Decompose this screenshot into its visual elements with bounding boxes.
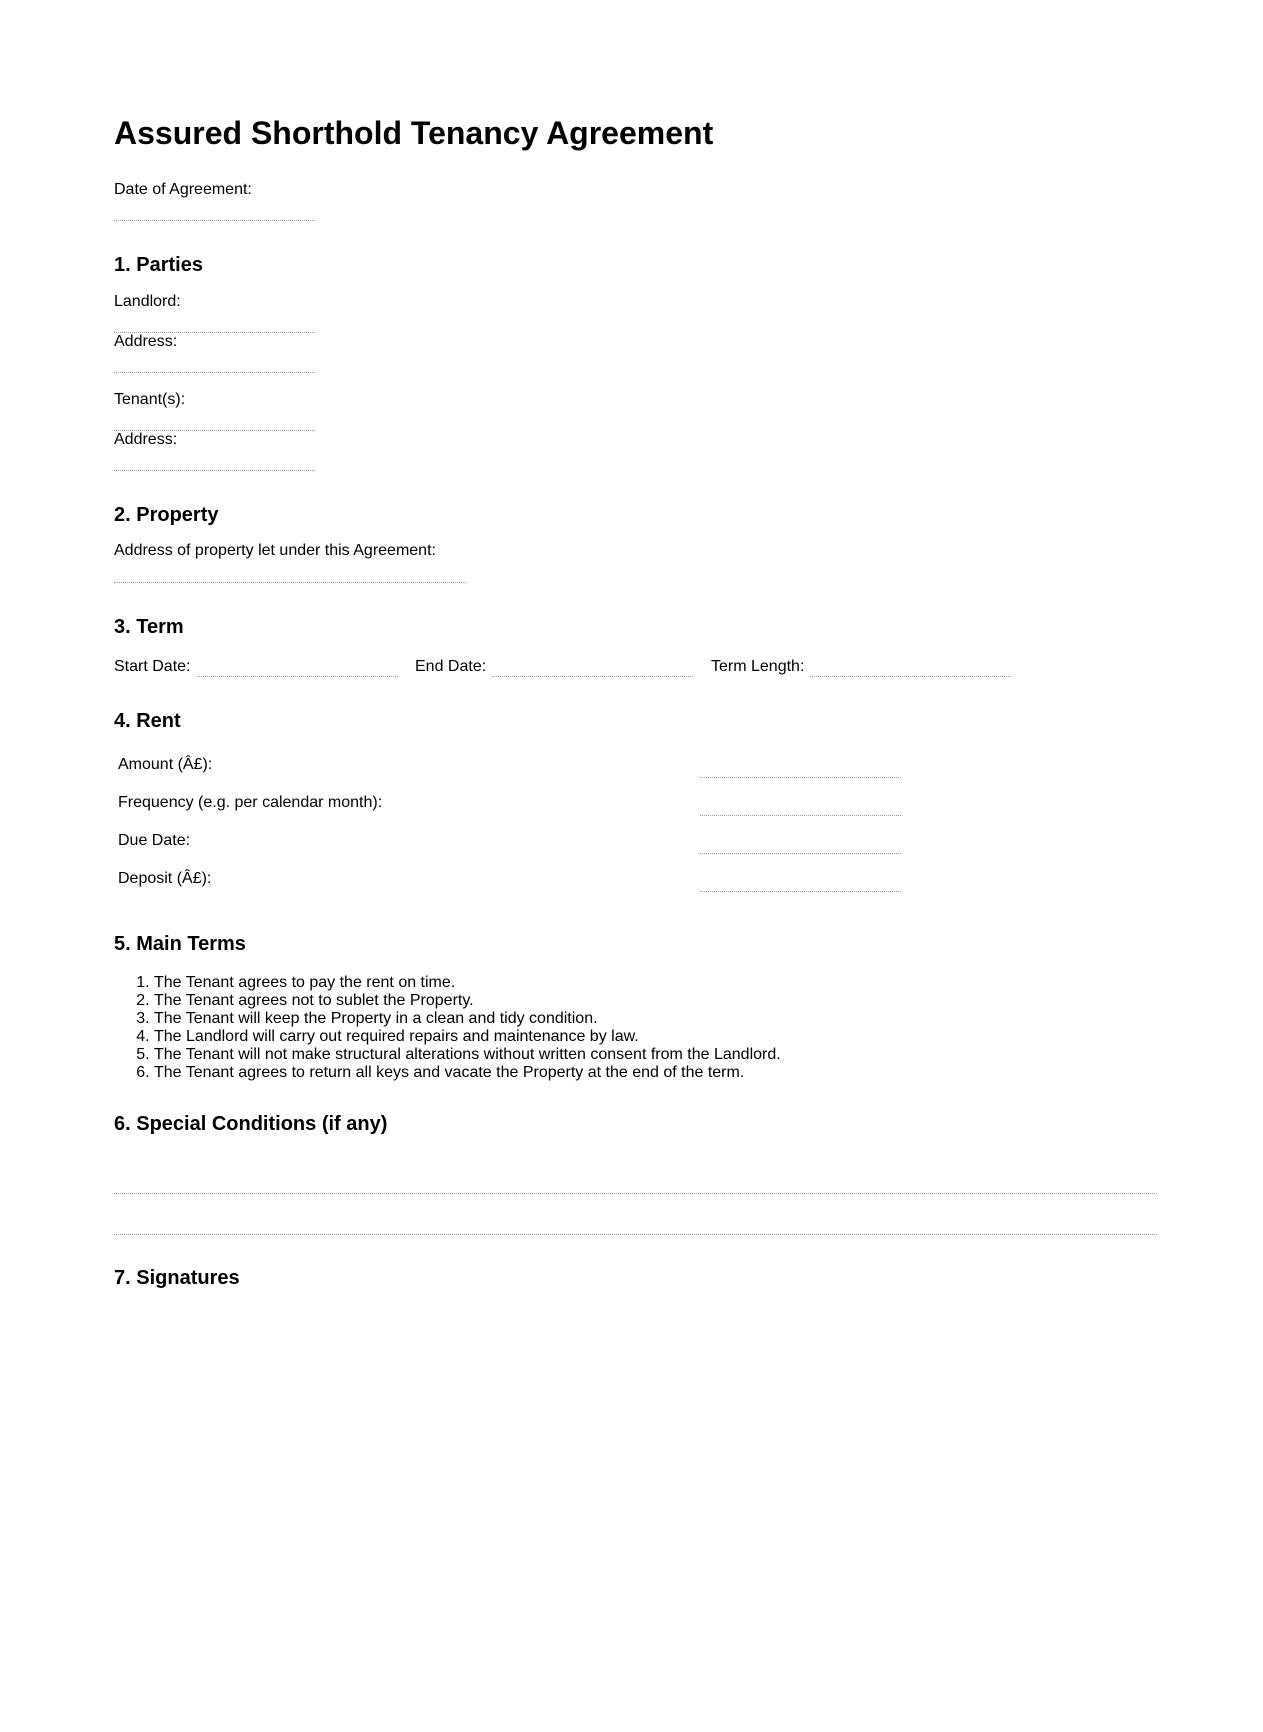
main-term-item: 5. The Tenant will not make structural alterations without written consent from the Landlord. xyxy=(154,1046,1054,1064)
rent-frequency-field[interactable] xyxy=(700,815,901,816)
start-date-label: Start Date: xyxy=(114,658,191,675)
rent-amount-label: Amount (Â£): xyxy=(118,756,213,773)
rent-amount-field[interactable] xyxy=(700,777,901,778)
main-terms-heading: 5. Main Terms xyxy=(114,933,246,955)
property-heading: 2. Property xyxy=(114,504,219,526)
parties-heading: 1. Parties xyxy=(114,254,203,276)
main-term-item: 1. The Tenant agrees to pay the rent on time. xyxy=(154,974,1054,992)
tenant-label: Tenant(s): xyxy=(114,391,186,408)
special-conditions-line-2[interactable] xyxy=(114,1234,1157,1235)
tenant-address-label: Address: xyxy=(114,431,178,448)
landlord-label: Landlord: xyxy=(114,293,181,310)
rent-frequency-label: Frequency (e.g. per calendar month): xyxy=(118,794,383,811)
term-length-label: Term Length: xyxy=(711,658,805,675)
rent-due-date-label: Due Date: xyxy=(118,832,191,849)
term-heading: 3. Term xyxy=(114,616,184,638)
end-date-label: End Date: xyxy=(415,658,487,675)
deposit-field[interactable] xyxy=(700,891,901,892)
tenant-address-field[interactable] xyxy=(114,470,315,471)
start-date-field[interactable] xyxy=(197,676,398,677)
main-term-item: 3. The Tenant will keep the Property in a clean and tidy condition. xyxy=(154,1010,1054,1028)
signatures-heading: 7. Signatures xyxy=(114,1267,240,1289)
date-of-agreement-label: Date of Agreement: xyxy=(114,181,252,198)
main-term-item: 6. The Tenant agrees to return all keys and vacate the Property at the end of the term. xyxy=(154,1064,1054,1082)
rent-due-date-field[interactable] xyxy=(700,853,901,854)
end-date-field[interactable] xyxy=(492,676,693,677)
main-term-item: 2. The Tenant agrees not to sublet the Property. xyxy=(154,992,1054,1010)
deposit-label: Deposit (Â£): xyxy=(118,870,212,887)
special-conditions-line-1[interactable] xyxy=(114,1193,1157,1194)
landlord-address-label: Address: xyxy=(114,333,178,350)
special-conditions-heading: 6. Special Conditions (if any) xyxy=(114,1113,388,1135)
property-address-field[interactable] xyxy=(114,582,466,583)
property-address-label: Address of property let under this Agreement: xyxy=(114,542,436,559)
document-title: Assured Shorthold Tenancy Agreement xyxy=(114,115,714,151)
date-of-agreement-field[interactable] xyxy=(114,220,315,221)
landlord-address-field[interactable] xyxy=(114,372,315,373)
rent-heading: 4. Rent xyxy=(114,710,181,732)
term-length-field[interactable] xyxy=(810,676,1011,677)
main-terms-list xyxy=(114,974,1054,1082)
main-term-item: 4. The Landlord will carry out required repairs and maintenance by law. xyxy=(154,1028,1054,1046)
